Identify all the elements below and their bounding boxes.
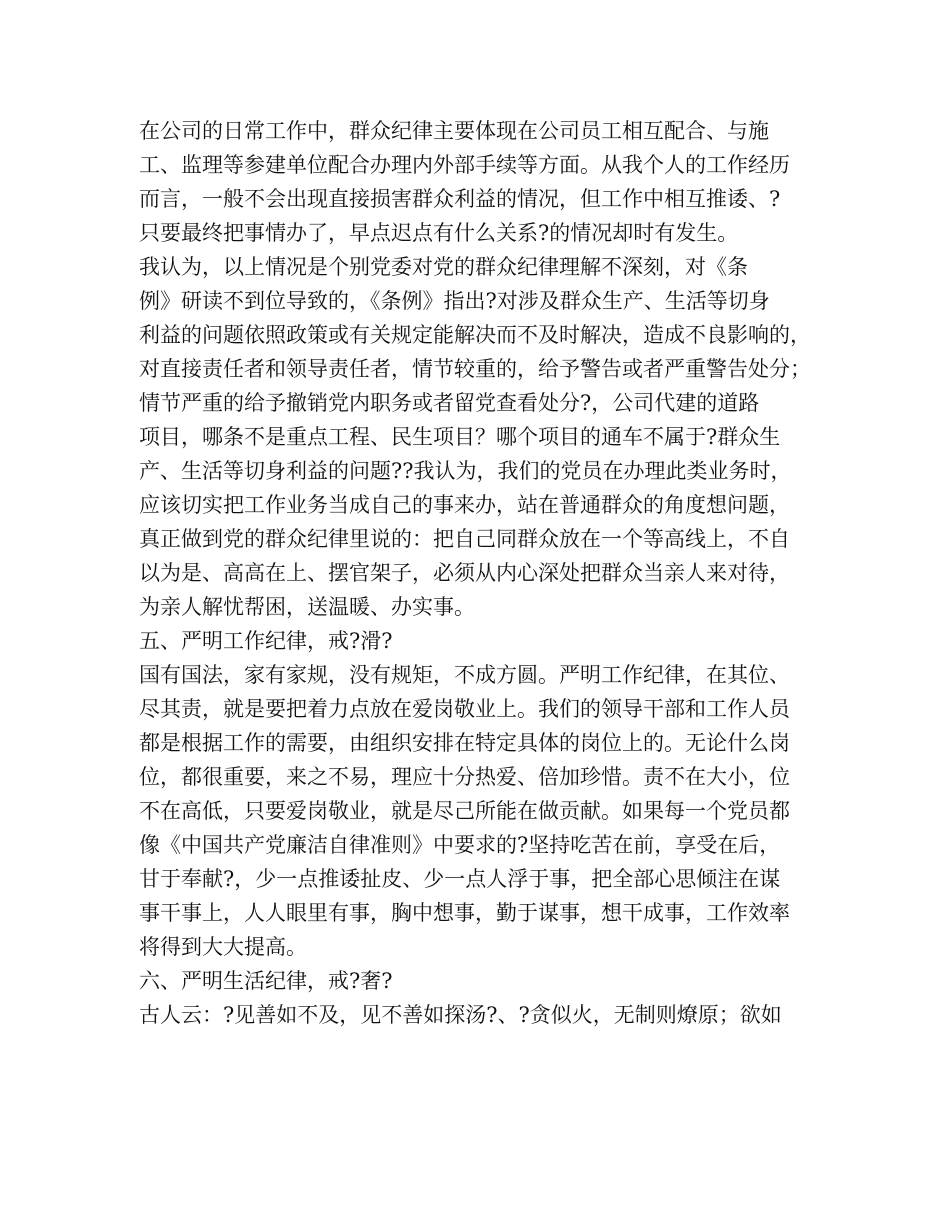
- paragraph-line: 尽其责，就是要把着力点放在爱岗敬业上。我们的领导干部和工作人员: [139, 697, 790, 721]
- section-heading: 五、严明工作纪律，戒?滑?: [139, 629, 393, 653]
- paragraph-line: 利益的问题依照政策或有关规定能解决而不及时解决，造成不良影响的，: [139, 323, 811, 347]
- paragraph-line: 以为是、高高在上、摆官架子，必须从内心深处把群众当亲人来对待，: [139, 561, 790, 585]
- paragraph-line: 不在高低，只要爱岗敬业，就是尽己所能在做贡献。如果每一个党员都: [139, 799, 790, 823]
- paragraph-line: 项目，哪条不是重点工程、民生项目？哪个项目的通车不属于?群众生: [139, 425, 781, 449]
- paragraph-line: 像《中国共产党廉洁自律准则》中要求的?坚持吃苦在前，享受在后，: [139, 833, 781, 857]
- paragraph-line: 对直接责任者和领导责任者，情节较重的，给予警告或者严重警告处分；: [139, 357, 811, 381]
- paragraph-line: 真正做到党的群众纪律里说的：把自己同群众放在一个等高线上，不自: [139, 527, 790, 551]
- paragraph-line: 事干事上，人人眼里有事，胸中想事，勤于谋事，想干成事，工作效率: [139, 901, 790, 925]
- paragraph-line: 只要最终把事情办了，早点迟点有什么关系?的情况却时有发生。: [139, 221, 739, 245]
- paragraph-line: 甘于奉献?，少一点推诿扯皮、少一点人浮于事，把全部心思倾注在谋: [139, 867, 781, 891]
- paragraph-line: 位，都很重要，来之不易，理应十分热爱、倍加珍惜。责不在大小，位: [139, 765, 790, 789]
- paragraph-line: 而言，一般不会出现直接损害群众利益的情况，但工作中相互推诿、?: [139, 187, 781, 211]
- paragraph-line: 例》研读不到位导致的，《条例》指出?对涉及群众生产、生活等切身: [139, 289, 770, 313]
- paragraph-line: 产、生活等切身利益的问题??我认为，我们的党员在办理此类业务时，: [139, 459, 792, 483]
- paragraph-line: 为亲人解忧帮困，送温暖、办实事。: [139, 595, 475, 619]
- paragraph-line: 工、监理等参建单位配合办理内外部手续等方面。从我个人的工作经历: [139, 153, 790, 177]
- section-heading: 六、严明生活纪律，戒?奢?: [139, 969, 393, 993]
- paragraph-line: 将得到大大提高。: [139, 935, 307, 959]
- paragraph-line: 在公司的日常工作中，群众纪律主要体现在公司员工相互配合、与施: [139, 119, 769, 143]
- paragraph-line: 我认为，以上情况是个别党委对党的群众纪律理解不深刻，对《条: [139, 255, 748, 279]
- paragraph-line: 情节严重的给予撤销党内职务或者留党查看处分?，公司代建的道路: [139, 391, 760, 415]
- paragraph-line: 都是根据工作的需要，由组织安排在特定具体的岗位上的。无论什么岗: [139, 731, 790, 755]
- document-body: [139, 114, 829, 1032]
- paragraph-line: 应该切实把工作业务当成自己的事来办，站在普通群众的角度想问题，: [139, 493, 790, 517]
- paragraph-line: 古人云：?见善如不及，见不善如探汤?、?贪似火，无制则燎原；欲如: [139, 1003, 782, 1027]
- paragraph-line: 国有国法，家有家规，没有规矩，不成方圆。严明工作纪律，在其位、: [139, 663, 790, 687]
